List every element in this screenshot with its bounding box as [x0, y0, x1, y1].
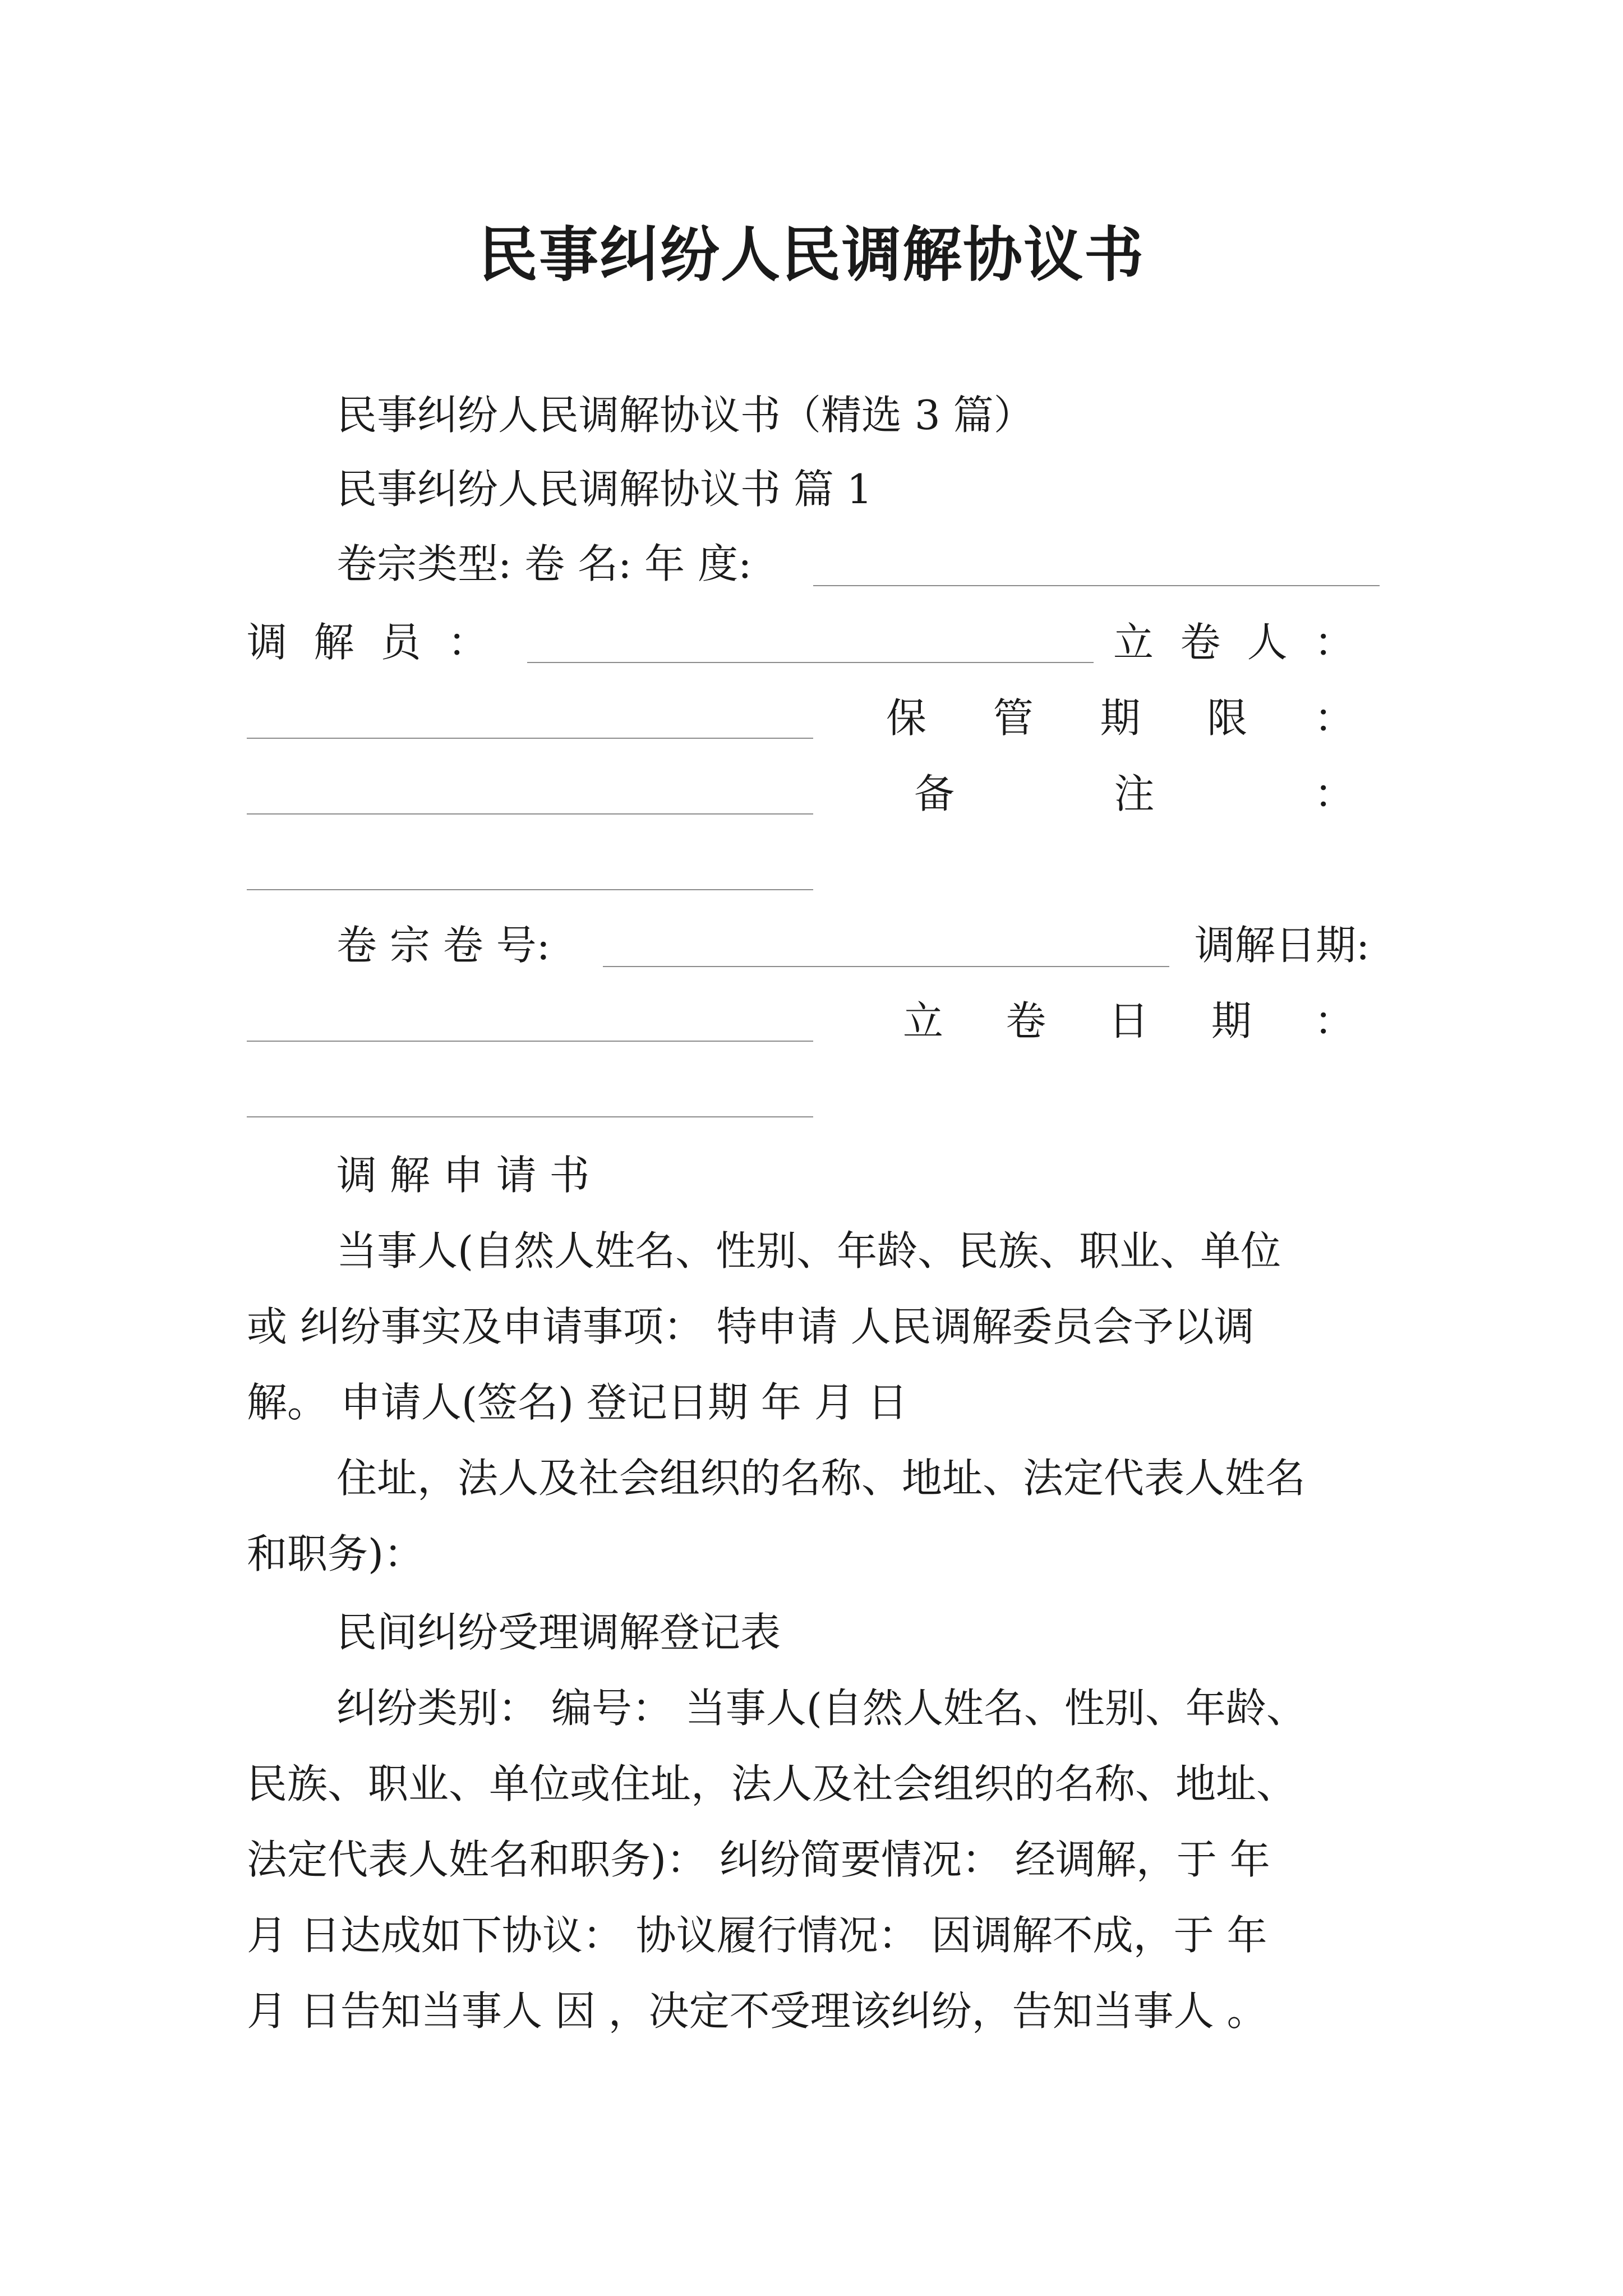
filing-date-char: 立 — [903, 997, 944, 1045]
filer-label — [1113, 614, 1354, 670]
retention-char: 期 — [1100, 694, 1141, 742]
document-subtitle: 民事纠纷人民调解协议书（精选 3 篇） — [336, 392, 1034, 439]
mediator-blank-line — [527, 662, 1094, 663]
filing-date-char: 卷 — [1006, 997, 1046, 1045]
filing-date-char: 日 — [1108, 997, 1149, 1045]
registration-text-line: 月 日告知当事人 因 ，决定不受理该纠纷，告知当事人 。 — [247, 1987, 1267, 2035]
mediation-date-label: 调解日期: — [1195, 922, 1370, 969]
filer-char: ： — [1313, 619, 1354, 666]
document-title: 民事纠纷人民调解协议书 — [478, 219, 1145, 289]
filer-char: 人 — [1247, 619, 1288, 666]
filing-date-char: ： — [1313, 997, 1354, 1045]
remarks-char: ： — [1313, 770, 1354, 817]
registration-text-line: 纠纷类别： 编号： 当事人(自然人姓名、性别、年龄、 — [336, 1685, 1307, 1732]
mediator-char: 调 — [247, 619, 288, 666]
filer-blank-line — [247, 738, 813, 739]
filing-date-label — [903, 993, 1354, 1049]
volume-number-blank-line — [603, 966, 1169, 967]
registration-text-line: 民族、职业、单位或住址，法人及社会组织的名称、地址、 — [247, 1760, 1297, 1807]
application-text-line: 或 纠纷事实及申请事项： 特申请 人民调解委员会予以调 — [247, 1303, 1255, 1350]
retention-char: 限 — [1207, 694, 1248, 742]
application-text-line: 解。 申请人(签名) 登记日期 年 月 日 — [247, 1379, 908, 1426]
filer-char: 立 — [1113, 619, 1154, 666]
dossier-blank-line — [813, 585, 1380, 586]
registration-text-line: 法定代表人姓名和职务)： 纠纷简要情况： 经调解，于 年 — [247, 1836, 1270, 1883]
mediator-label — [247, 614, 488, 670]
remarks-label — [914, 766, 1354, 822]
application-heading: 调 解 申 请 书 — [336, 1152, 590, 1199]
retention-blank-line — [247, 813, 813, 815]
retention-char: 保 — [886, 694, 927, 742]
retention-char: ： — [1313, 694, 1354, 742]
filing-date-char: 期 — [1211, 997, 1252, 1045]
registration-heading: 民间纠纷受理调解登记表 — [336, 1609, 781, 1656]
application-text-line: 和职务)： — [247, 1530, 425, 1577]
section-heading: 民事纠纷人民调解协议书 篇 1 — [336, 466, 873, 513]
remarks-blank-line — [247, 889, 813, 890]
retention-period-label — [886, 690, 1354, 746]
mediator-char: 员 — [380, 619, 421, 666]
mediator-char: 解 — [313, 619, 354, 666]
filer-char: 卷 — [1180, 619, 1221, 666]
dossier-type-label: 卷宗类型: 卷 名: 年 度: — [336, 540, 752, 587]
mediation-date-blank-line — [247, 1041, 813, 1042]
filing-date-blank-line — [247, 1116, 813, 1117]
mediator-char: ： — [447, 619, 488, 666]
remarks-char: 备 — [914, 770, 955, 817]
registration-text-line: 月 日达成如下协议： 协议履行情况： 因调解不成，于 年 — [247, 1912, 1267, 1959]
remarks-char: 注 — [1114, 770, 1155, 817]
retention-char: 管 — [993, 694, 1034, 742]
application-text-line: 当事人(自然人姓名、性别、年龄、民族、职业、单位 — [336, 1227, 1281, 1274]
application-text-line: 住址，法人及社会组织的名称、地址、法定代表人姓名 — [336, 1455, 1306, 1502]
volume-number-label: 卷 宗 卷 号: — [336, 922, 550, 969]
